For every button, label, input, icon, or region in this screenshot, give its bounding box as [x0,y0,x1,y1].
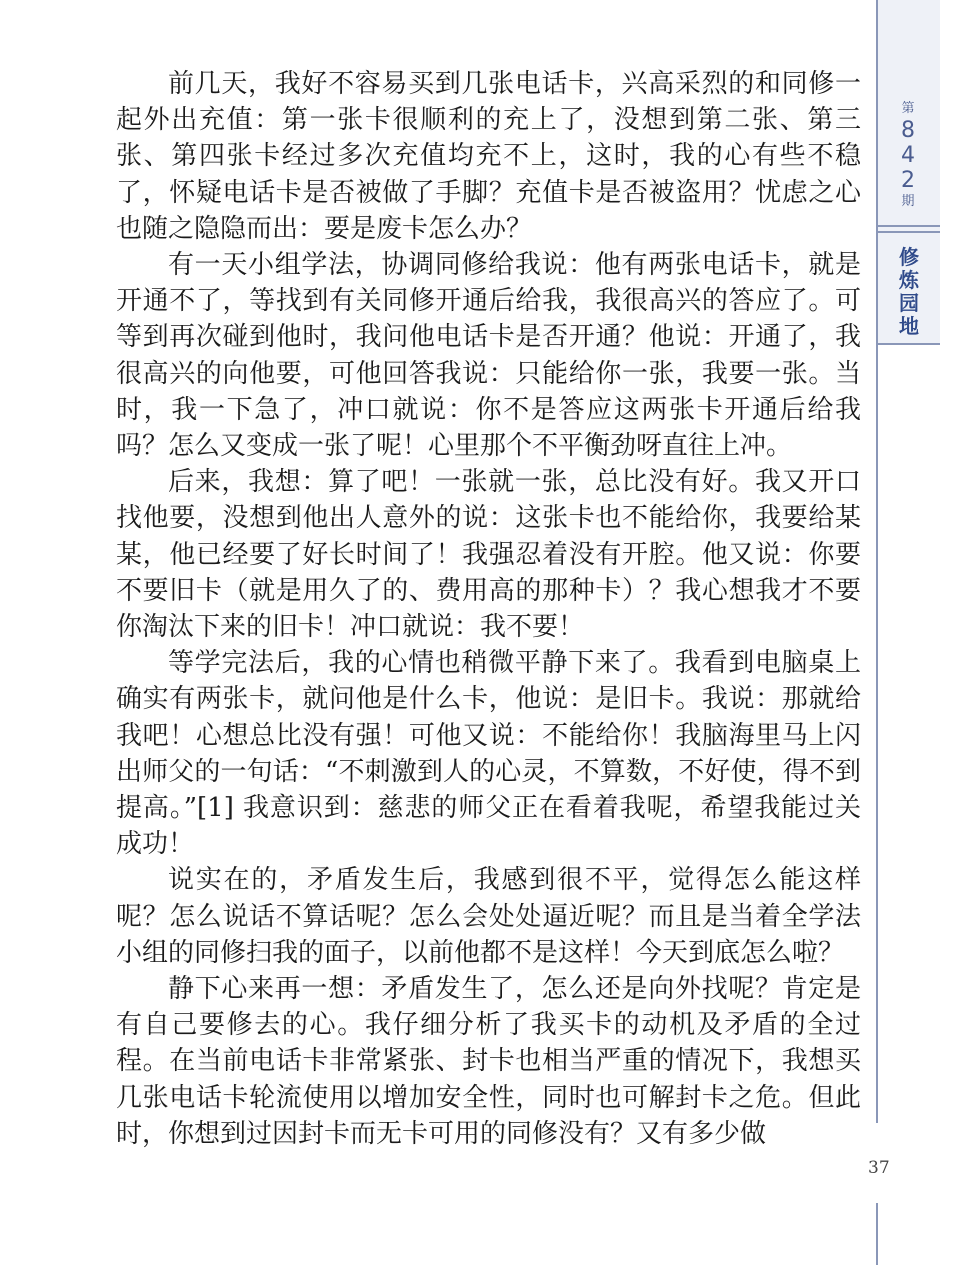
paragraph: 说实在的，矛盾发生后，我感到很不平，觉得怎么能这样呢？怎么说话不算话呢？怎么会处处逼近呢？而且是当着全学法小组的同修扫我的面子，以前他都不是这样！今天到底怎么啦？ [116,865,861,968]
section-title [878,246,940,338]
issue-prefix: 第 [901,101,915,116]
issue-digit: 4 [901,143,915,168]
paragraph: 静下心来再一想：矛盾发生了，怎么还是向外找呢？肯定是有自己要修去的心。我仔细分析了我买卡的动机及矛盾的全过程。在当前电话卡非常紧张、封卡也相当严重的情况下，我想买几张电话卡轮流使用以增加安全性，同时也可解封卡之危。但此时，你想到过因封卡而无卡可用的同修没有？又有多少做 [116,974,861,1149]
page-number: 37 [868,1158,890,1178]
divider [878,231,940,233]
margin-line [876,345,878,1123]
sidebar-tab [876,0,940,345]
section-char: 园 [899,291,919,315]
section-char: 炼 [899,268,919,292]
issue-suffix: 期 [901,194,915,209]
issue-number [878,100,938,211]
paragraph: 有一天小组学法，协调同修给我说：他有两张电话卡，就是开通不了，等找到有关同修开通后给我，我很高兴的答应了。可等到再次碰到他时，我问他电话卡是否开通？他说：开通了，我很高兴的向他要，可他回答我说：只能给你一张，我要一张。当时，我一下急了，冲口就说：你不是答应这两张卡开通后给我吗？怎么又变成一张了呢！心里那个不平衡劲呀直往上冲。 [116,250,861,462]
section-char: 修 [899,245,919,269]
margin-line [876,1203,878,1265]
paragraph: 后来，我想：算了吧！一张就一张，总比没有好。我又开口找他要，没想到他出人意外的说：这张卡也不能给你，我要给某某，他已经要了好长时间了！我强忍着没有开腔。他又说：你要不要旧卡（就是用久了的、费用高的那种卡）？我心想我才不要你淘汰下来的旧卡！冲口就说：我不要！ [116,467,861,643]
paragraph: 前几天，我好不容易买到几张电话卡，兴高采烈的和同修一起外出充值：第一张卡很顺利的充上了，没想到第二张、第三张、第四张卡经过多次充值均充不上，这时，我的心有些不稳了，怀疑电话卡是否被做了手脚？充值卡是否被盗用？忧虑之心也随之隐隐而出：要是废卡怎么办？ [116,69,861,244]
section-char: 地 [899,314,919,338]
paragraph: 等学完法后，我的心情也稍微平静下来了。我看到电脑桌上确实有两张卡，就问他是什么卡，他说：是旧卡。我说：那就给我吧！心想总比没有强！可他又说：不能给你！我脑海里马上闪出师父的一句话：“不刺激到人的心灵，不算数，不好使，得不到提高。”[1] 我意识到：慈悲的师父正在看着我呢，希望我能过关成功！ [116,648,861,860]
issue-digit: 8 [901,118,915,143]
divider [878,225,940,227]
issue-digit: 2 [901,168,915,193]
divider [878,343,940,345]
article-body [116,66,861,1152]
